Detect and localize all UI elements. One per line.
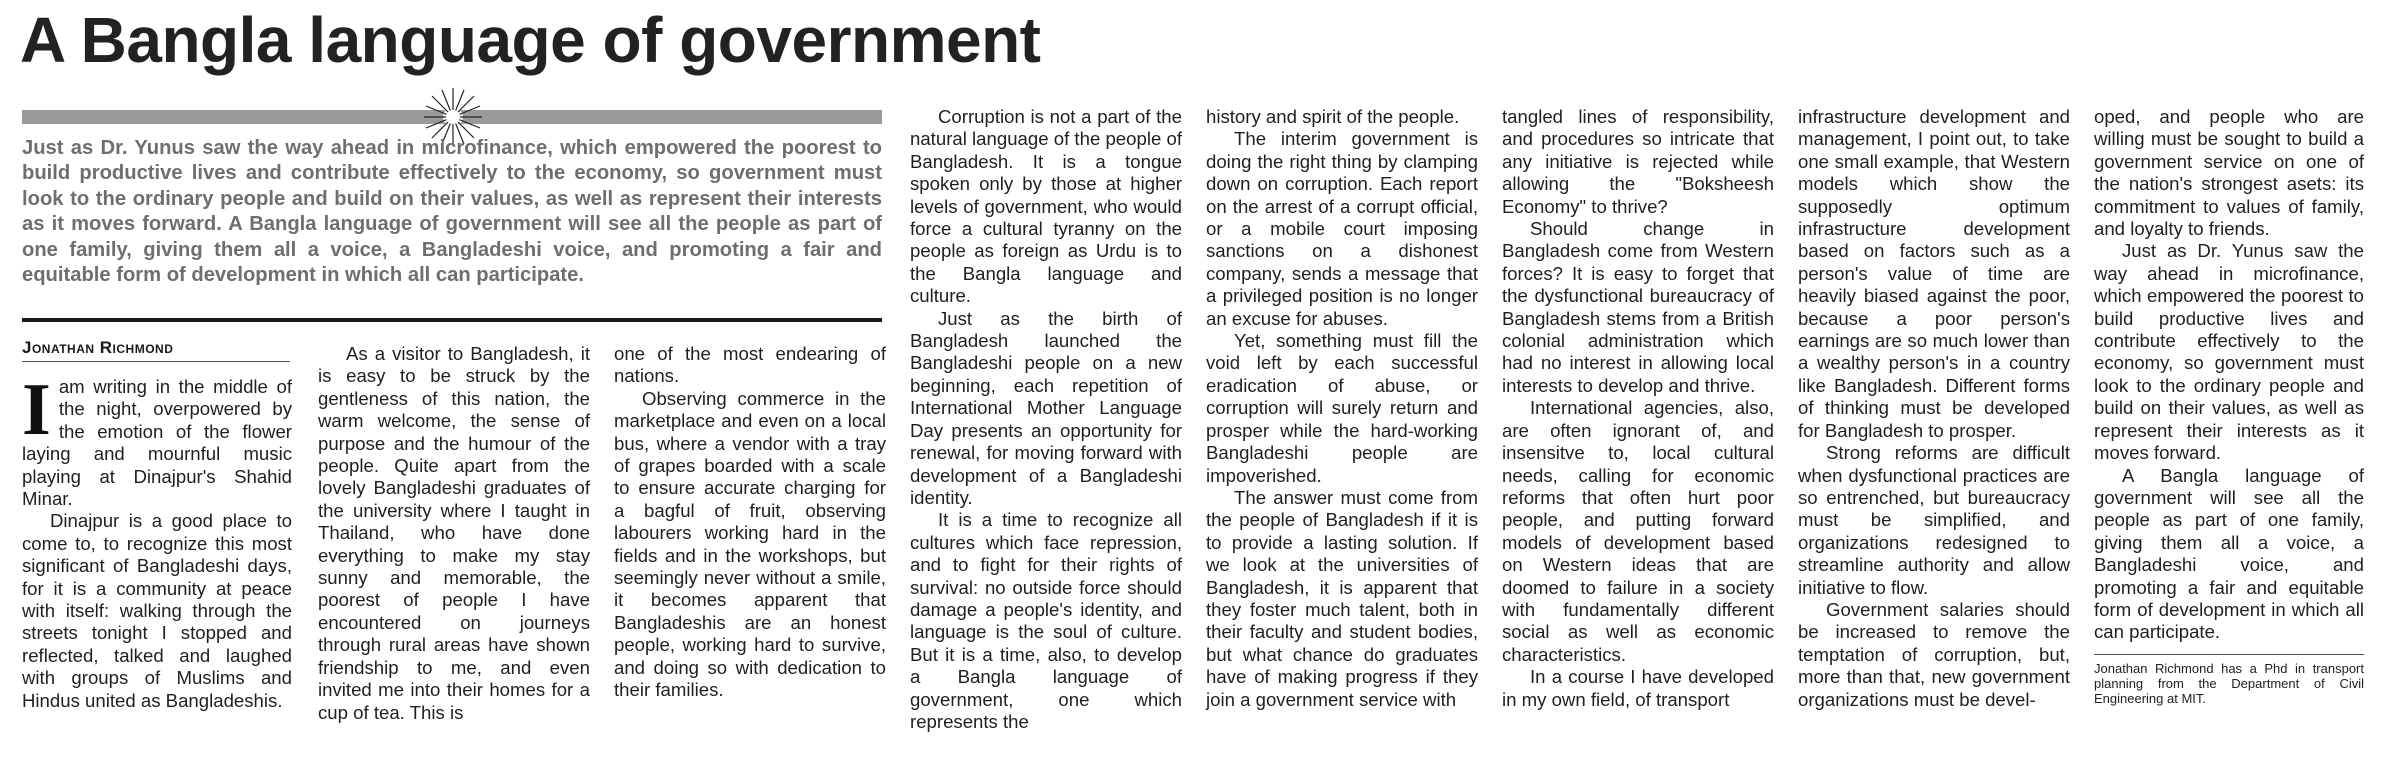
article-paragraph: Dinajpur is a good place to come to, to recognize this most significant of Bangladeshi days, for it is a community at peace with itself: walking through the streets tonight I stopped and reflected, talked and laughed with groups of Muslims and Hindus united as Bangladeshis. [22,510,292,711]
article-paragraph: A Bangla language of government will see all the people as part of one family, giving them all a voice, a Bangladeshi voice, and promoting a fair and equitable form of development in which all can participate. [2094,464,2364,643]
section-rule [22,318,882,322]
article-paragraph: Yet, something must fill the void left by each successful eradication of abuse, or corruption will surely return and prosper while the hard-working Bangladeshi people are impoverished. [1206,330,1478,486]
article-column-1 [22,369,292,712]
article-paragraph: history and spirit of the people. [1206,106,1460,127]
article-paragraph: Should change in Bangladesh come from Western forces? It is easy to forget that the dysfunctional bureaucracy of Bangladesh stems from a British colonial administration which had no interest in allowing local interests to develop and thrive. [1502,218,1774,396]
article-column-6 [1502,106,1774,711]
byline: Jonathan Richmond [22,338,290,362]
article-paragraph: It is a time to recognize all cultures which face repression, and to fight for their rights of survival: no outside force should damage a people's identity, and language is the soul of culture. But it is a time, also, to develop a Bangla language of government, one which represents the [910,509,1182,732]
article-paragraph: Strong reforms are difficult when dysfunctional practices are so entrenched, but bureaucracy must be simplified, and organizations redesigned to streamline authority and allow initiative to flow. [1798,442,2070,598]
article-paragraph: The answer must come from the people of Bangladesh if it is to provide a lasting solution. If we look at the universities of Bangladesh, it is apparent that they foster much talent, both in their faculty and student bodies, but what chance do graduates have of making progress if they join a government service with [1206,486,1478,710]
article-column-7 [1798,106,2070,711]
article-paragraph: Government salaries should be increased to remove the temptation of corruption, but, more than that, new government organizations must be devel- [1798,598,2070,710]
article-column-8 [2094,106,2364,706]
article-paragraph: As a visitor to Bangladesh, it is easy to be struck by the gentleness of this nation, the warm welcome, the sense of purpose and the humour of the people. Quite apart from the lovely Bangladeshi graduates of the university where I taught in Thailand, who have done everything to make my stay sunny and memorable, the poorest of people I have encountered on journeys through rural areas have shown friendship to me, and even invited me into their homes for a cup of tea. This is [318,343,590,723]
article-column-2 [318,343,590,724]
article-column-4 [910,106,1182,733]
article-column-5 [1206,106,1478,711]
article-paragraph: Iam writing in the middle of the night, overpowered by the emotion of the flower laying and mournful music playing at Dinajpur's Shahid Minar. [22,369,292,510]
article-paragraph: International agencies, also, are often ignorant of, and insensitve to, local cultural needs, calling for economic reforms that often hurt poor people, and putting forward models of development based on Western ideas that are doomed to failure in a society with fundamentally different social as well as economic characteristics. [1502,397,1774,665]
standfirst: Just as Dr. Yunus saw the way ahead in microfinance, which empowered the poorest to build productive lives and contribute effectively to the economy, so government must look to the ordinary people and build on their values, as well as represent their interests as it moves forward. A Bangla language of government will see all the people as part of one family, giving them all a voice, a Bangladeshi voice, and promoting a fair and equitable form of development in which all can participate. [22,137,882,287]
article-paragraph: one of the most endearing of nations. [614,343,886,387]
headline: A Bangla language of government [20,4,1041,76]
author-footnote: Jonathan Richmond has a Phd in transport planning from the Department of Civil Engineering at MIT. [2094,654,2364,706]
article-paragraph: infrastructure development and management, I point out, to take one small example, that Western models which show the supposedly optimum infrastructure development based on factors such as a person's value of time are heavily biased against the poor, because a poor person's earnings are so much lower than a wealthy person's in a country like Bangladesh. Different forms of thinking must be developed for Bangladesh to prosper. [1798,106,2070,441]
article-paragraph: Just as Dr. Yunus saw the way ahead in microfinance, which empowered the poorest to build productive lives and contribute effectively to the economy, so government must look to the ordinary people and build on their values, as well as represent their interests as it moves forward. [2094,240,2364,464]
drop-cap: I [22,369,51,451]
article-paragraph: Observing commerce in the marketplace and even on a local bus, where a vendor with a tray of grapes boarded with a scale to ensure accurate charging for a bagful of fruit, observing labourers working hard in the fields and in the workshops, but seemingly never without a smile, it becomes apparent that Bangladeshis are an honest people, working hard to survive, and doing so with dedication to their families. [614,387,886,701]
article-paragraph: In a course I have developed in my own field, of transport [1502,666,1774,710]
article-paragraph: The interim government is doing the right thing by clamping down on corruption. Each report on the arrest of a corrupt official, or a mobile court imposing sanctions on a dishonest company, sends a message that a privileged position is no longer an excuse for abuses. [1206,128,1478,329]
article-paragraph: oped, and people who are willing must be sought to build a government service on one of the nation's strongest asets: its commitment to values of family, and loyalty to friends. [2094,106,2364,240]
article-column-3 [614,343,886,702]
article-paragraph: tangled lines of responsibility, and procedures so intricate that any initiative is rejected while allowing the "Boksheesh Economy" to thrive? [1502,106,1774,217]
article-paragraph: Just as the birth of Bangladesh launched the Bangladeshi people on a new beginning, each repetition of International Mother Language Day presents an opportunity for renewal, for moving forward with development of a Bangladeshi identity. [910,307,1182,508]
article-paragraph: Corruption is not a part of the natural language of the people of Bangladesh. It is a tongue spoken only by those at higher levels of government, who would force a cultural tyranny on the people as foreign as Urdu is to the Bangla language and culture. [910,106,1182,307]
